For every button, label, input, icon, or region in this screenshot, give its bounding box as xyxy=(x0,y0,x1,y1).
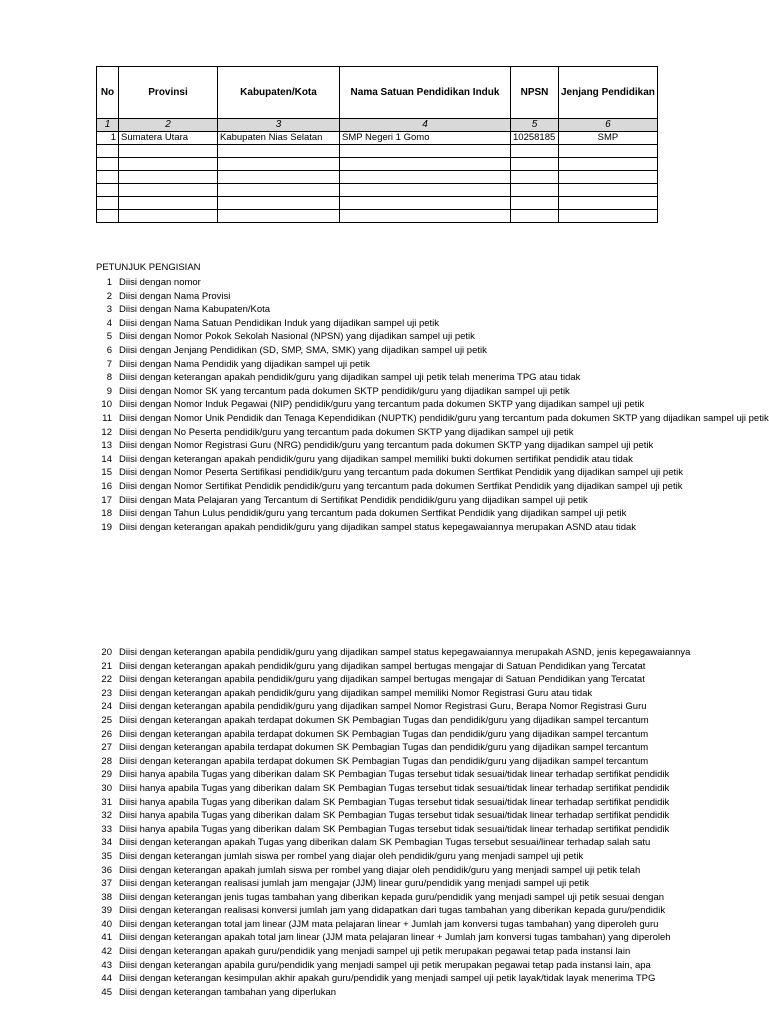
instruction-item xyxy=(96,480,683,494)
instruction-text: Diisi dengan Nomor Pokok Sekolah Nasional (NPSN) yang dijadikan sampel uji petik xyxy=(119,331,475,343)
column-number-row xyxy=(97,119,658,132)
instruction-number: 1 xyxy=(106,277,112,288)
table-cell xyxy=(340,171,511,184)
instruction-item xyxy=(96,864,656,878)
table-cell xyxy=(218,197,340,210)
instruction-text: Diisi dengan keterangan apakah guru/pendidik yang menjadi sampel uji petik merupakan pegawai tetap pada instansi lain xyxy=(119,946,631,958)
instruction-text: Diisi dengan Nama Satuan Pendidikan Induk yang dijadikan sampel uji petik xyxy=(119,317,440,329)
table-cell: Jenjang Pendidikan xyxy=(559,67,658,119)
instruction-number: 45 xyxy=(101,986,112,998)
instruction-item xyxy=(96,317,656,331)
table-header-row xyxy=(97,67,658,119)
table-cell xyxy=(97,171,119,184)
instruction-number: 40 xyxy=(101,918,112,930)
table-cell xyxy=(511,210,559,223)
table-cell xyxy=(119,184,218,197)
instruction-text: Diisi dengan Nomor SK yang tercantum pada dokumen SKTP pendidik/guru yang dijadikan sampel uji petik xyxy=(119,385,570,397)
instruction-number: 17 xyxy=(101,494,112,506)
table-cell xyxy=(97,145,119,158)
instruction-item xyxy=(96,836,656,850)
instruction-item xyxy=(96,385,656,399)
table-cell: 2 xyxy=(119,119,218,132)
instruction-item xyxy=(96,891,665,905)
instruction-text: Diisi dengan keterangan apabila pendidik/guru yang dijadikan sampel bertugas mengajar di Satuan Pendidikan yang Tercatat xyxy=(119,674,645,686)
instruction-number: 16 xyxy=(101,480,112,492)
instruction-text: Diisi dengan Mata Pelajaran yang Tercantum di Sertifikat Pendidik pendidik/guru yang dijadikan sampel uji petik xyxy=(119,494,588,506)
data-table xyxy=(96,66,658,223)
instruction-item xyxy=(96,959,656,973)
instruction-text: Diisi dengan keterangan apakah terdapat dokumen SK Pembagian Tugas dan pendidik/guru yang dijadikan sampel tercantum xyxy=(119,714,649,726)
table-cell: No xyxy=(97,67,119,119)
instruction-item xyxy=(96,494,656,508)
table-cell: 1 xyxy=(97,132,119,145)
table-cell xyxy=(511,197,559,210)
instruction-text: Diisi hanya apabila Tugas yang diberikan dalam SK Pembagian Tugas tersebut tidak sesuai/tidak linear terhadap sertifikat pendidik xyxy=(119,810,670,822)
instruction-text: Diisi dengan Nomor Peserta Sertifikasi pendidik/guru yang tercantum pada dokumen Sertfikat Pendidik yang dijadikan sampel uji petik xyxy=(119,467,683,479)
instruction-item xyxy=(96,330,656,344)
table-row xyxy=(97,145,658,158)
instruction-number: 6 xyxy=(106,344,112,356)
table-cell: 4 xyxy=(340,119,511,132)
table-cell xyxy=(97,158,119,171)
instruction-number: 20 xyxy=(101,647,112,658)
table-cell xyxy=(559,184,658,197)
instruction-number: 31 xyxy=(101,796,112,808)
instruction-text: Diisi dengan keterangan apabila pendidik/guru yang dijadikan sampel status kepegawaiannya merupakah ASND, jenis kepegawaiannya xyxy=(119,647,691,658)
instruction-item xyxy=(96,290,656,304)
instruction-item xyxy=(96,782,670,796)
table-row xyxy=(97,197,658,210)
table-cell xyxy=(511,158,559,171)
instruction-text: Diisi dengan keterangan jumlah siswa per rombel yang diajar oleh pendidik/guru yang menjadi sampel uji petik xyxy=(119,850,584,862)
instruction-text: Diisi dengan keterangan jenis tugas tambahan yang diberikan kepada guru/pendidik yang menjadi sampel uji petik sesuai dengan xyxy=(119,891,665,903)
instruction-item xyxy=(96,646,691,660)
instruction-number: 13 xyxy=(101,440,112,452)
instruction-text: Diisi dengan Nama Pendidik yang dijadikan sampel uji petik xyxy=(119,358,370,370)
instruction-text: Diisi dengan keterangan apakah pendidik/guru yang dijadikan sampel uji petik telah menerima TPG atau tidak xyxy=(119,372,581,384)
petunjuk-list-part-2 xyxy=(96,646,691,999)
instruction-text: Diisi dengan keterangan apakah Tugas yang diberikan dalam SK Pembagian Tugas tersebut sesuai/linear terhadap salah satu xyxy=(119,837,651,849)
instruction-item xyxy=(96,768,670,782)
instruction-item xyxy=(96,931,671,945)
instruction-number: 5 xyxy=(106,331,112,343)
table-cell xyxy=(511,145,559,158)
table-cell: Nama Satuan Pendidikan Induk xyxy=(340,67,511,119)
instruction-item xyxy=(96,972,656,986)
instruction-number: 9 xyxy=(106,385,112,397)
table-cell: 5 xyxy=(511,119,559,132)
instruction-item xyxy=(96,521,656,535)
table-cell: NPSN xyxy=(511,67,559,119)
table-cell xyxy=(340,158,511,171)
instruction-item xyxy=(96,439,656,453)
instruction-item xyxy=(96,276,656,290)
table-cell xyxy=(218,210,340,223)
instruction-item xyxy=(96,945,656,959)
table-cell xyxy=(119,171,218,184)
table-cell xyxy=(218,145,340,158)
table-cell xyxy=(97,197,119,210)
instruction-number: 27 xyxy=(101,742,112,754)
table-cell: 6 xyxy=(559,119,658,132)
table-cell xyxy=(218,184,340,197)
instruction-item xyxy=(96,850,656,864)
instruction-number: 43 xyxy=(101,959,112,971)
instruction-item xyxy=(96,412,769,426)
instruction-number: 35 xyxy=(101,850,112,862)
instruction-text: Diisi dengan keterangan apakah jumlah siswa per rombel yang diajar oleh pendidik/guru yang menjadi sampel uji petik telah xyxy=(119,864,641,876)
table-cell: SMP xyxy=(559,132,658,145)
table-cell xyxy=(340,184,511,197)
instruction-number: 42 xyxy=(101,946,112,958)
instruction-number: 26 xyxy=(101,728,112,740)
instruction-text: Diisi dengan nomor xyxy=(119,277,201,288)
instruction-number: 8 xyxy=(106,372,112,384)
instruction-number: 34 xyxy=(101,837,112,849)
table-cell: Kabupaten/Kota xyxy=(218,67,340,119)
table-row xyxy=(97,158,658,171)
instruction-item xyxy=(96,918,659,932)
instruction-number: 38 xyxy=(101,891,112,903)
instruction-number: 3 xyxy=(106,304,112,316)
instruction-item xyxy=(96,755,656,769)
instruction-number: 4 xyxy=(106,317,112,329)
table-cell: 1 xyxy=(97,119,119,132)
instruction-number: 7 xyxy=(106,358,112,370)
instruction-item xyxy=(96,371,656,385)
instruction-text: Diisi dengan Nama Provisi xyxy=(119,290,231,302)
instruction-number: 33 xyxy=(101,823,112,835)
table-cell xyxy=(511,184,559,197)
instruction-text: Diisi dengan keterangan apakah total jam linear (JJM mata pelajaran linear + Jumlah jam konversi tugas tambahan) yang diperoleh xyxy=(119,932,671,944)
instruction-number: 36 xyxy=(101,864,112,876)
table-cell xyxy=(218,158,340,171)
table-cell xyxy=(340,197,511,210)
table-cell: 10258185 xyxy=(511,132,559,145)
instruction-number: 14 xyxy=(101,453,112,465)
instruction-number: 15 xyxy=(101,467,112,479)
instruction-text: Diisi dengan keterangan realisasi konversi jumlah jam yang didapatkan dari tugas tambahan yang diberikan kepada guru/pendidik xyxy=(119,905,666,917)
instruction-text: Diisi hanya apabila Tugas yang diberikan dalam SK Pembagian Tugas tersebut tidak sesuai/tidak linear terhadap sertifikat pendidik xyxy=(119,796,670,808)
table-row xyxy=(97,132,658,145)
table-cell xyxy=(119,210,218,223)
table-cell xyxy=(119,145,218,158)
instruction-number: 37 xyxy=(101,878,112,890)
instruction-text: Diisi dengan keterangan apabila terdapat dokumen SK Pembagian Tugas dan pendidik/guru yang dijadikan sampel tercantum xyxy=(119,742,649,754)
table-row xyxy=(97,184,658,197)
table-cell xyxy=(340,210,511,223)
instruction-text: Diisi dengan Nomor Induk Pegawai (NIP) pendidik/guru yang tercantum pada dokumen SKTP yang dijadikan sampel uji petik xyxy=(119,399,645,411)
table-cell xyxy=(97,184,119,197)
table-cell xyxy=(218,171,340,184)
instruction-item xyxy=(96,453,656,467)
instruction-number: 2 xyxy=(106,290,112,302)
instruction-item xyxy=(96,507,656,521)
instruction-text: Diisi dengan keterangan kesimpulan akhir apakah guru/pendidik yang menjadi sampel uji petik layak/tidak layak menerima TPG xyxy=(119,973,656,985)
table-cell xyxy=(559,210,658,223)
instruction-number: 25 xyxy=(101,714,112,726)
table-body xyxy=(97,67,658,223)
table-cell xyxy=(559,197,658,210)
instruction-text: Diisi hanya apabila Tugas yang diberikan dalam SK Pembagian Tugas tersebut tidak sesuai/tidak linear terhadap sertifikat pendidik xyxy=(119,782,670,794)
instruction-number: 21 xyxy=(101,660,112,672)
instruction-number: 28 xyxy=(101,755,112,767)
instruction-text: Diisi dengan Nomor Unik Pendidik dan Tenaga Kependidikan (NUPTK) pendidik/guru yang tercantum pada dokumen SKTP yang dijadikan sampel uji petik xyxy=(119,412,769,424)
instruction-item xyxy=(96,728,656,742)
instruction-item xyxy=(96,796,670,810)
instruction-number: 32 xyxy=(101,810,112,822)
instruction-text: Diisi dengan Nomor Registrasi Guru (NRG) pendidik/guru yang tercantum pada dokumen SKTP yang dijadikan sampel uji petik xyxy=(119,440,654,452)
instruction-text: Diisi dengan keterangan total jam linear (JJM mata pelajaran linear + Jumlah jam konversi tugas tambahan) yang diperoleh guru xyxy=(119,918,659,930)
instruction-item xyxy=(96,714,656,728)
instruction-number: 18 xyxy=(101,508,112,520)
instruction-number: 11 xyxy=(102,412,112,424)
instruction-number: 29 xyxy=(101,769,112,781)
instruction-text: Diisi dengan Tahun Lulus pendidik/guru yang tercantum pada dokumen Sertfikat Pendidik yang dijadikan sampel uji petik xyxy=(119,508,627,520)
instruction-text: Diisi dengan No Peserta pendidik/guru yang tercantum pada dokumen SKTP yang dijadikan sampel uji petik xyxy=(119,426,574,438)
instruction-item xyxy=(96,741,656,755)
instruction-number: 44 xyxy=(101,973,112,985)
petunjuk-title: PETUNJUK PENGISIAN xyxy=(96,262,201,273)
instruction-number: 10 xyxy=(101,399,112,411)
table-cell xyxy=(340,145,511,158)
instruction-number: 41 xyxy=(101,932,112,944)
table-cell: Sumatera Utara xyxy=(119,132,218,145)
instruction-number: 12 xyxy=(101,426,112,438)
table-cell xyxy=(119,197,218,210)
instruction-item xyxy=(96,660,656,674)
petunjuk-list-part-1 xyxy=(96,276,769,534)
instruction-text: Diisi dengan keterangan apabila terdapat dokumen SK Pembagian Tugas dan pendidik/guru yang dijadikan sampel tercantum xyxy=(119,728,649,740)
instruction-item xyxy=(96,466,683,480)
instruction-item xyxy=(96,673,656,687)
instruction-item xyxy=(96,877,656,891)
table-cell xyxy=(97,210,119,223)
instruction-text: Diisi hanya apabila Tugas yang diberikan dalam SK Pembagian Tugas tersebut tidak sesuai/tidak linear terhadap sertifikat pendidik xyxy=(119,823,670,835)
instruction-text: Diisi dengan keterangan tambahan yang diperlukan xyxy=(119,986,337,998)
instruction-item xyxy=(96,904,666,918)
table-cell xyxy=(559,171,658,184)
instruction-item xyxy=(96,700,656,714)
instruction-text: Diisi dengan Jenjang Pendidikan (SD, SMP, SMA, SMK) yang dijadikan sampel uji petik xyxy=(119,344,487,356)
table-cell: 3 xyxy=(218,119,340,132)
instruction-item xyxy=(96,358,656,372)
instruction-item xyxy=(96,687,656,701)
instruction-number: 24 xyxy=(101,701,112,713)
instruction-number: 39 xyxy=(101,905,112,917)
instruction-number: 22 xyxy=(101,674,112,686)
instruction-item xyxy=(96,398,656,412)
instruction-text: Diisi hanya apabila Tugas yang diberikan dalam SK Pembagian Tugas tersebut tidak sesuai/tidak linear terhadap sertifikat pendidik xyxy=(119,769,670,781)
instruction-item xyxy=(96,809,670,823)
table-row xyxy=(97,210,658,223)
table-cell xyxy=(559,145,658,158)
instruction-item xyxy=(96,823,670,837)
table-cell xyxy=(559,158,658,171)
instruction-text: Diisi dengan keterangan apakah pendidik/guru yang dijadikan sampel status kepegawaiannya merupakan ASND atau tidak xyxy=(119,521,637,533)
instruction-text: Diisi dengan keterangan apabila guru/pendidik yang menjadi sampel uji petik merupakan pegawai tetap pada instansi lain, apa xyxy=(119,959,651,971)
table-cell: Kabupaten Nias Selatan xyxy=(218,132,340,145)
instruction-item xyxy=(96,303,656,317)
table-cell xyxy=(119,158,218,171)
table-row xyxy=(97,171,658,184)
instruction-item xyxy=(96,344,656,358)
instruction-text: Diisi dengan Nomor Sertifikat Pendidik pendidik/guru yang tercantum pada dokumen Sertfikat Pendidik yang dijadikan sampel uji petik xyxy=(119,480,683,492)
instruction-text: Diisi dengan keterangan apakah pendidik/guru yang dijadikan sampel bertugas mengajar di Satuan Pendidikan yang Tercatat xyxy=(119,660,646,672)
instruction-number: 30 xyxy=(101,782,112,794)
table-cell: Provinsi xyxy=(119,67,218,119)
instruction-text: Diisi dengan keterangan apakah pendidik/guru yang dijadikan sampel memiliki Nomor Registrasi Guru atau tidak xyxy=(119,687,593,699)
instruction-text: Diisi dengan keterangan apabila terdapat dokumen SK Pembagian Tugas dan pendidik/guru yang dijadikan sampel tercantum xyxy=(119,755,649,767)
instruction-number: 23 xyxy=(101,687,112,699)
instruction-text: Diisi dengan keterangan apabila pendidik/guru yang dijadikan sampel Nomor Registrasi Guru, Berapa Nomor Registrasi Guru xyxy=(119,701,647,713)
instruction-item xyxy=(96,986,656,1000)
instruction-item xyxy=(96,426,656,440)
instruction-text: Diisi dengan keterangan apakah pendidik/guru yang dijadikan sampel memiliki bukti dokumen sertifikat pendidik atau tidak xyxy=(119,453,633,465)
instruction-number: 19 xyxy=(101,521,112,533)
instruction-text: Diisi dengan Nama Kabupaten/Kota xyxy=(119,304,271,316)
table-cell: SMP Negeri 1 Gomo xyxy=(340,132,511,145)
instruction-text: Diisi dengan keterangan realisasi jumlah jam mengajar (JJM) linear guru/pendidik yang menjadi sampel uji petik xyxy=(119,878,589,890)
table-cell xyxy=(511,171,559,184)
